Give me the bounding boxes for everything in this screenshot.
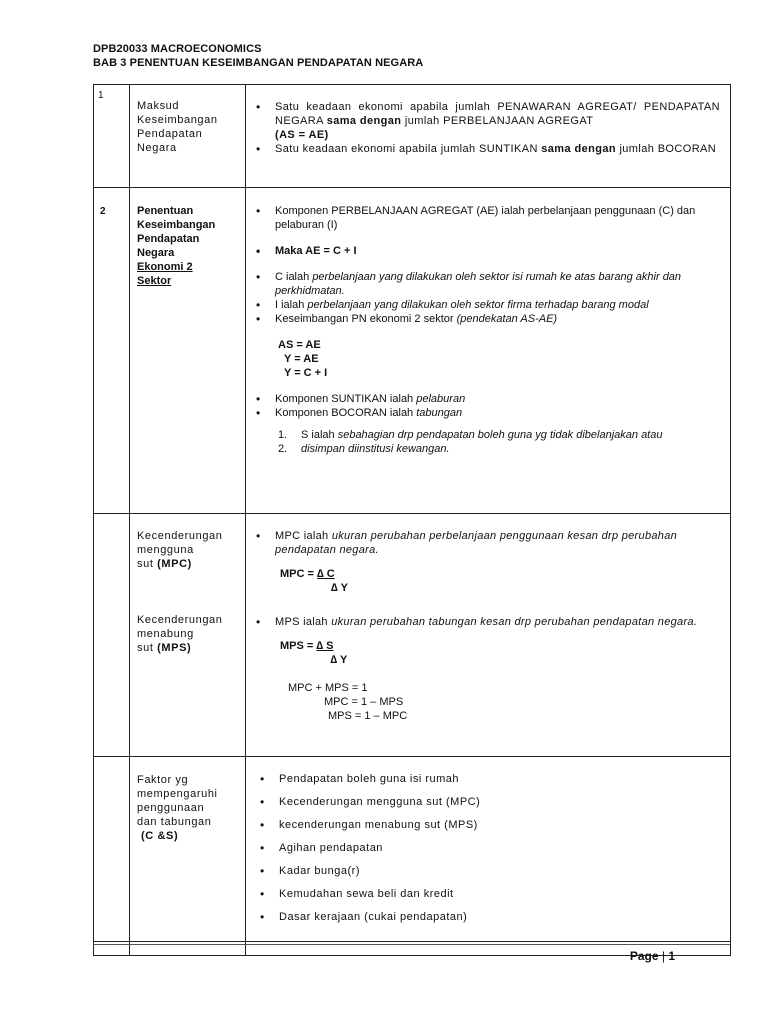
row-number: 1 bbox=[94, 85, 130, 188]
identity: MPS = 1 – MPC bbox=[328, 710, 408, 722]
equation: Y = AE bbox=[284, 353, 319, 365]
row-topic: Faktor yg mempengaruhi penggunaan dan tabungan (C &S) bbox=[130, 757, 246, 942]
page-footer: Page | 1 bbox=[629, 949, 675, 963]
doc-course-title: DPB20033 MACROECONOMICS bbox=[93, 43, 262, 55]
table-row bbox=[94, 757, 731, 942]
list-item: 1. S ialah sebahagian drp pendapatan boleh guna yg tidak dibelanjakan atau bbox=[278, 429, 663, 441]
list-item: • Komponen BOCORAN ialah tabungan bbox=[256, 406, 720, 420]
list-item: 2. disimpan diinstitusi kewangan. bbox=[278, 443, 450, 455]
table-row bbox=[94, 188, 731, 514]
equation: Y = C + I bbox=[284, 367, 328, 379]
row-topic: Kecenderungan mengguna sut (MPC) Kecenderungan menabung sut (MPS) bbox=[130, 514, 246, 757]
list-item: • Kadar bunga(r) bbox=[260, 864, 720, 878]
list-item: • Komponen SUNTIKAN ialah pelaburan bbox=[256, 392, 720, 406]
row-topic: Penentuan Keseimbangan Pendapatan Negara Ekonomi 2 Sektor bbox=[130, 188, 246, 514]
table-row bbox=[94, 514, 731, 757]
list-item: • Kemudahan sewa beli dan kredit bbox=[260, 887, 720, 901]
list-item: • I ialah perbelanjaan yang dilakukan oleh sektor firma terhadap barang modal bbox=[256, 298, 720, 312]
row-content bbox=[246, 188, 731, 514]
footer-divider bbox=[93, 944, 730, 945]
row-content bbox=[246, 514, 731, 757]
notes-table bbox=[93, 84, 731, 956]
row-number bbox=[94, 514, 130, 757]
row-number bbox=[94, 757, 130, 942]
mpc-formula: MPC = $\frac{\Delta C}{\Delta Y}$ bbox=[280, 568, 348, 594]
list-item: • Satu keadaan ekonomi apabila jumlah PENAWARAN AGREGAT/ PENDAPATAN NEGARA sama dengan jumlah PERBELANJAAN AGREGAT (AS = AE) bbox=[256, 100, 720, 142]
identity: MPC = 1 – MPS bbox=[324, 696, 404, 708]
row-content bbox=[246, 85, 731, 188]
list-item: • C ialah perbelanjaan yang dilakukan oleh sektor isi rumah ke atas barang akhir dan perkhidmatan. bbox=[256, 270, 720, 298]
list-item: • Keseimbangan PN ekonomi 2 sektor (pendekatan AS-AE) bbox=[256, 312, 720, 326]
table-row bbox=[94, 85, 731, 188]
list-item: • Agihan pendapatan bbox=[260, 841, 720, 855]
list-item: • Kecenderungan mengguna sut (MPC) bbox=[260, 795, 720, 809]
list-item: • MPS ialah ukuran perubahan tabungan kesan drp perubahan pendapatan negara. bbox=[256, 615, 720, 629]
list-item: • Satu keadaan ekonomi apabila jumlah SUNTIKAN sama dengan jumlah BOCORAN bbox=[256, 142, 720, 156]
row-number: 2 bbox=[94, 188, 130, 514]
row-topic: Maksud Keseimbangan Pendapatan Negara bbox=[130, 85, 246, 188]
list-item: • kecenderungan menabung sut (MPS) bbox=[260, 818, 720, 832]
list-item: • Dasar kerajaan (cukai pendapatan) bbox=[260, 910, 720, 924]
row-content bbox=[246, 757, 731, 942]
list-item: • Maka AE = C + I bbox=[256, 244, 720, 258]
mps-formula: MPS = $\frac{\Delta S}{\Delta Y}$ bbox=[280, 640, 348, 666]
equation: AS = AE bbox=[278, 339, 321, 351]
identity: MPC + MPS = 1 bbox=[288, 682, 368, 694]
list-item: • MPC ialah ukuran perubahan perbelanjaan penggunaan kesan drp perubahan pendapatan negara. bbox=[256, 529, 720, 557]
doc-chapter-title: BAB 3 PENENTUAN KESEIMBANGAN PENDAPATAN NEGARA bbox=[93, 57, 424, 69]
list-item: • Pendapatan boleh guna isi rumah bbox=[260, 772, 720, 786]
list-item: • Komponen PERBELANJAAN AGREGAT (AE) ialah perbelanjaan penggunaan (C) dan pelaburan (I) bbox=[256, 204, 720, 232]
page-number: 1 bbox=[668, 949, 675, 963]
